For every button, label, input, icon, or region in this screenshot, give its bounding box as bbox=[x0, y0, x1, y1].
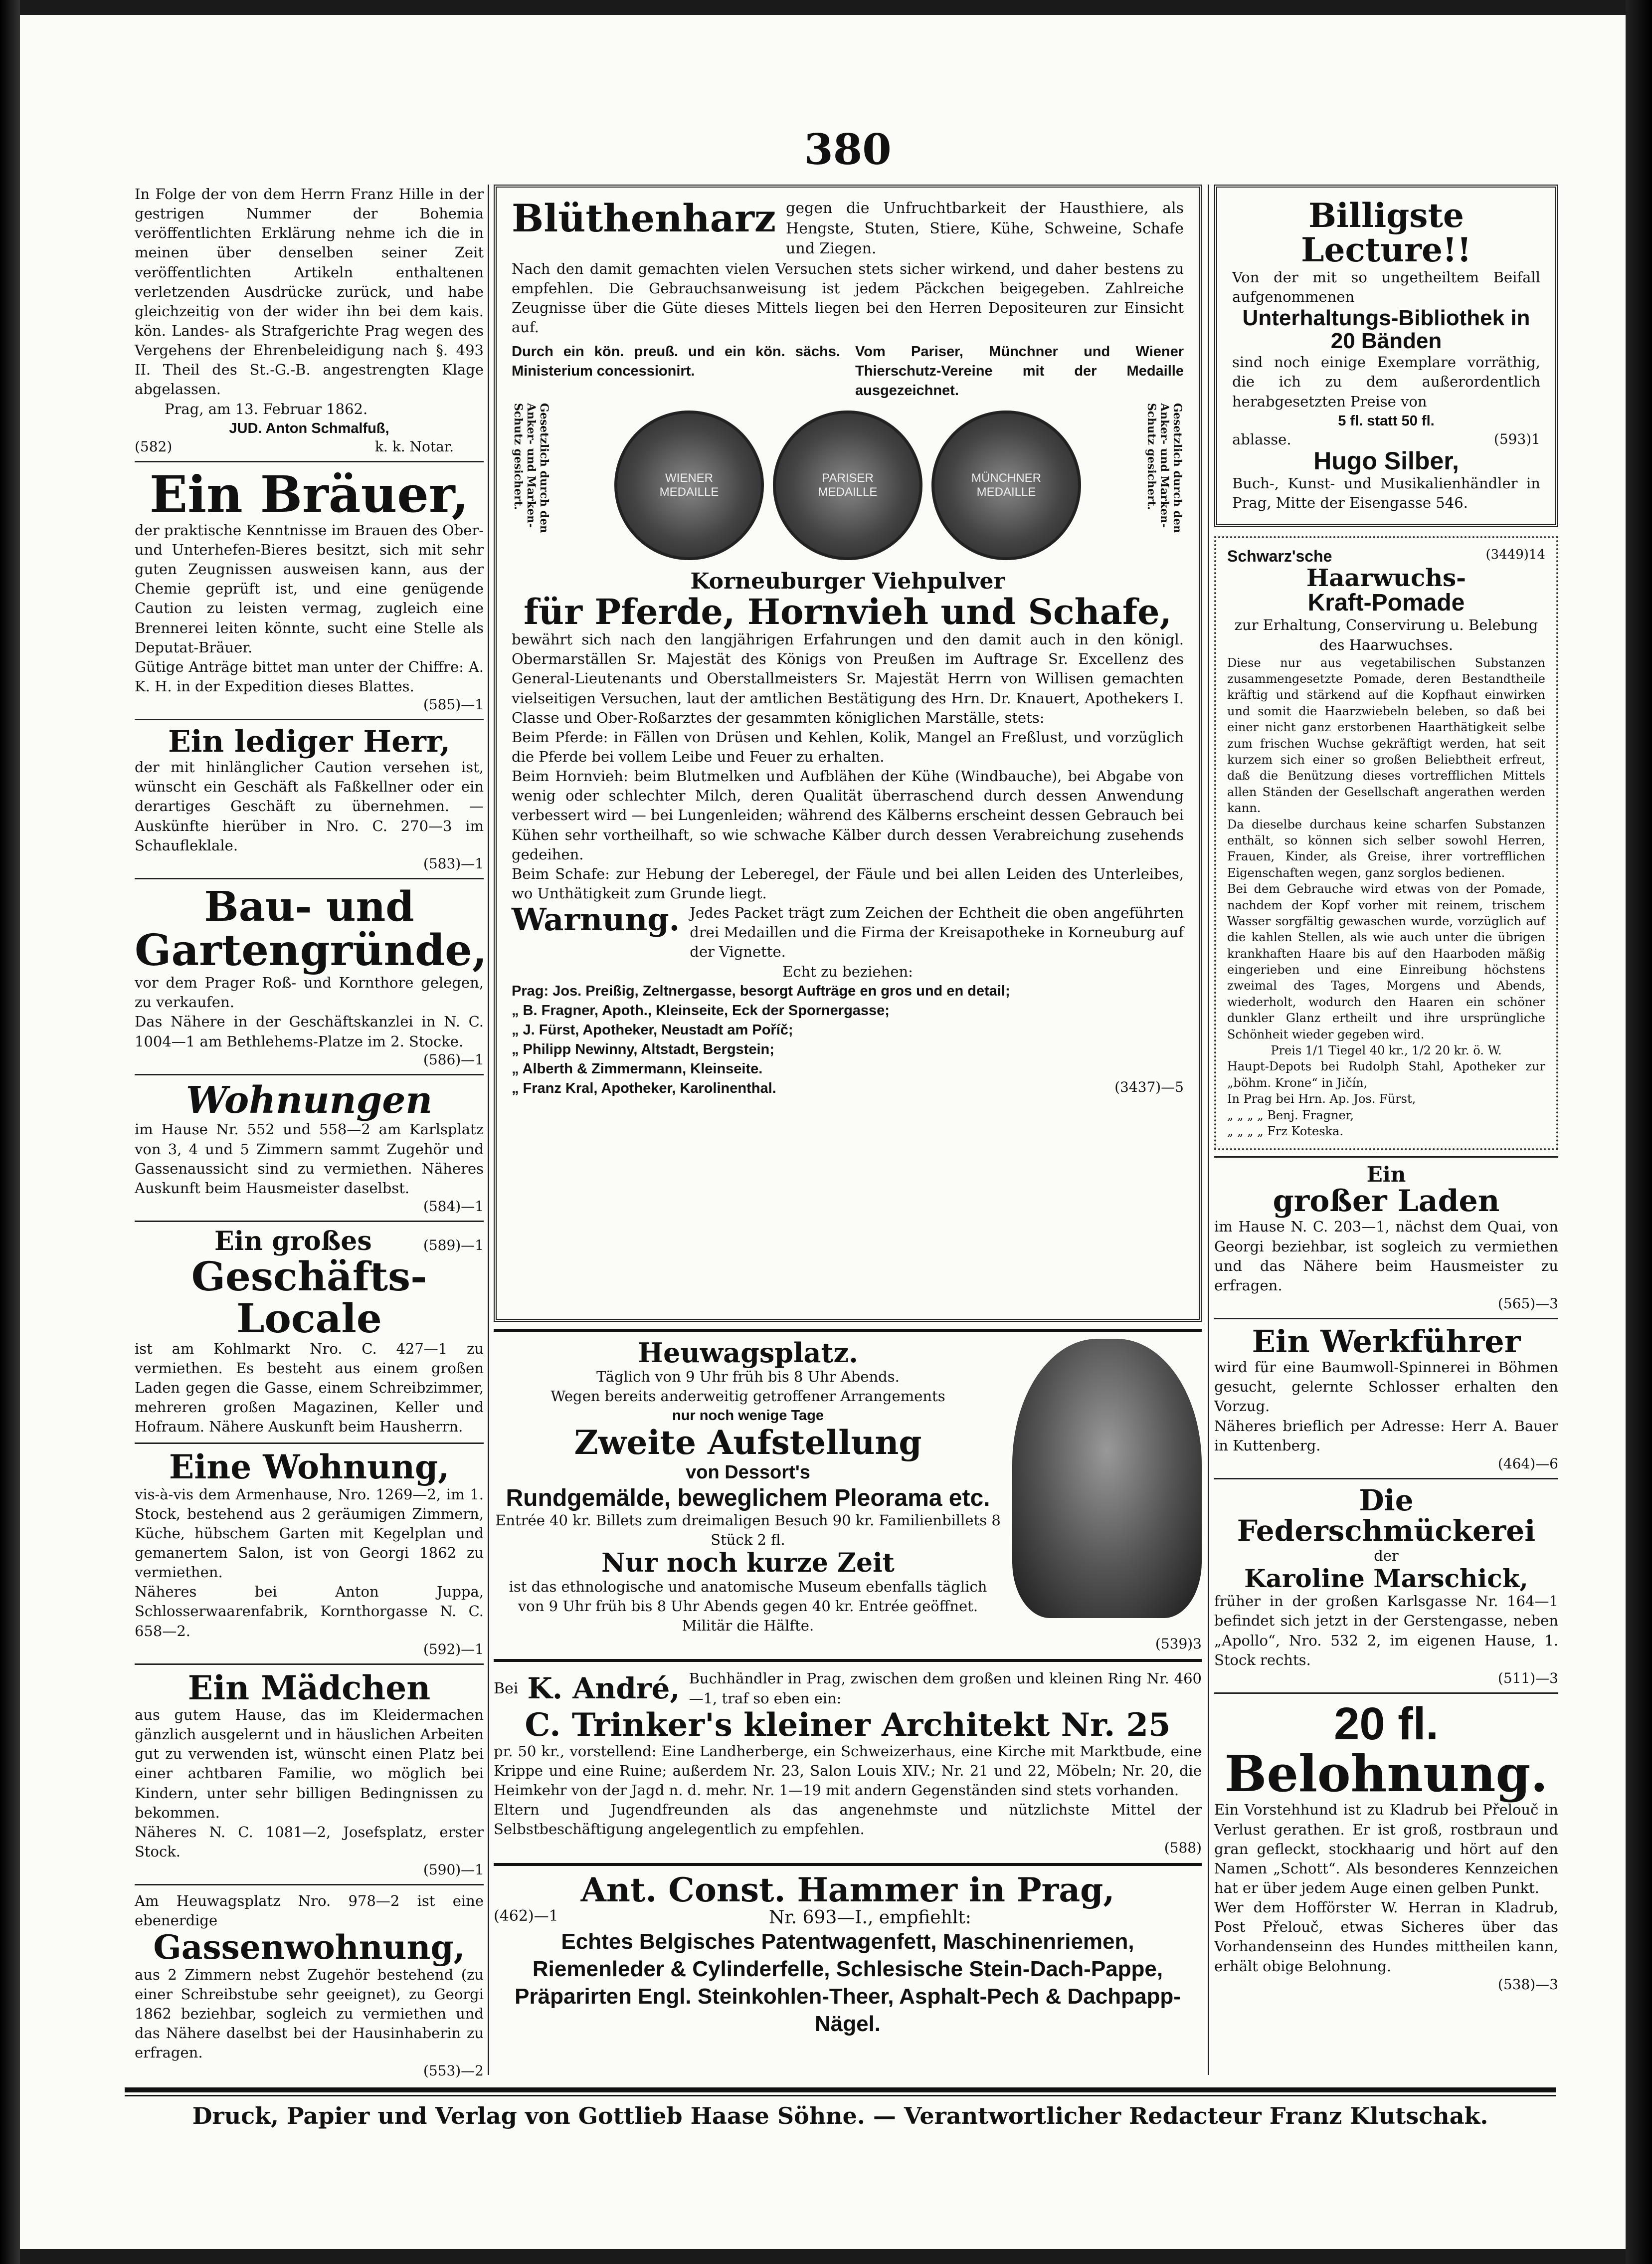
scan-edge-right bbox=[1626, 0, 1652, 2264]
scan-edge-left bbox=[0, 0, 20, 2264]
ad-ref: (592)—1 bbox=[423, 1641, 484, 1657]
ad-headline: Zweite Aufstellung bbox=[574, 1423, 922, 1462]
ad-text: Ein bbox=[1366, 1162, 1406, 1187]
ad-headline: Hugo Silber, bbox=[1313, 446, 1459, 475]
ad-text: In Folge der von dem Herrn Franz Hille in der gestrigen Nummer der Bohemia veröffentlichten Erklärung nehme ich die in meinen über denselben seiner Zeit veröffentlichten Artikeln enthaltenen verletzenden Ausdrücke zurück, und habe gleichzeitig von der wider ihn bei dem kais. kön. Landes- als Strafgerichte Prag wegen des Vergehens der Ehrenbeleidigung nach §. 493 II. Theil des St.-G.-B. angestrengten Klage abgelassen. bbox=[135, 186, 484, 398]
footer-rule bbox=[125, 2087, 1556, 2092]
column-rule-right bbox=[1208, 185, 1209, 2075]
divider bbox=[1214, 1478, 1558, 1479]
ad-text: Beim Hornvieh: beim Blutmelken und Aufblähen der Kühe (Windbauche), bei Abgabe von wenig oder schlechter Milch, deren Qualität überraschend durch dessen Anwendung verbessert wird — bei Lungenleiden; während des Kälberns erscheint dessen Gebrauch bei Kühen sehr vortheilhaft, so wie schwache Kälber durch dessen Verabreichung zusehends gedeihen. bbox=[512, 768, 1184, 863]
lady-portrait-illustration bbox=[1012, 1339, 1202, 1618]
ad-product-list: Echtes Belgisches Patentwagenfett, Maschinenriemen, Riemenleder & Cylinderfelle, Schlesische Stein-Dach-Pappe, Präparirten Engl. Steinkohlen-Theer, Asphalt-Pech & Dachpapp-Nägel. bbox=[515, 1929, 1181, 2036]
medal-paris: PARISER MEDAILLE bbox=[773, 411, 922, 560]
ad-headline: Karoline Marschick, bbox=[1244, 1563, 1528, 1593]
ad-date: Prag, am 13. Februar 1862. bbox=[165, 400, 368, 417]
ad-braeuer bbox=[135, 464, 484, 713]
ad-headline: Gartengründe, bbox=[135, 925, 487, 976]
ad-headline: großer Laden bbox=[1273, 1184, 1500, 1219]
medal-wien: WIENER MEDAILLE bbox=[614, 411, 764, 560]
ad-text: Buchhändler in Prag, zwischen dem großen und kleinen Ring Nr. 460—1, traf so eben ein: bbox=[689, 1670, 1202, 1707]
ad-text: bewährt sich nach den langjährigen Erfahrungen und den damit auch in den königl. Obermarställen Sr. Majestät des Königs von Preußen im Auftrage Sr. Excellenz des General-Lieutenants und Oberstallmeisters Sr. Majestät Herrn von Willisen gemachten vielseitigen Versuchen, laut der amtlichen Bestätigung des Hrn. Dr. Knauert, Apothekers I. Classe und Ober-Roßarztes der gesammten königlichen Marställe, stets: bbox=[512, 631, 1184, 726]
ad-ref: (553)—2 bbox=[423, 2062, 484, 2079]
ad-headline: Ein Bräuer, bbox=[149, 464, 469, 524]
dealer: In Prag bei Hrn. Ap. Jos. Fürst, bbox=[1227, 1092, 1416, 1106]
divider bbox=[494, 1329, 1202, 1332]
ad-text: Das Nähere in der Geschäftskanzlei in N. C. 1004—1 am Bethlehems-Platze im 2. Stocke. bbox=[135, 1013, 484, 1050]
ad-headline: Geschäfts-Locale bbox=[191, 1252, 427, 1342]
ad-ref: (3449)14 bbox=[1485, 547, 1545, 562]
ad-heuwagsplatz bbox=[494, 1339, 1202, 1652]
ad-ref: (511)—3 bbox=[1497, 1669, 1558, 1686]
ad-headline: Haarwuchs- bbox=[1306, 564, 1467, 592]
ad-werkfuehrer bbox=[1214, 1325, 1558, 1472]
ad-text: von Dessort's bbox=[686, 1462, 810, 1483]
ad-text: Bei dem Gebrauche wird etwas von der Pomade, nachdem der Kopf vorher mit reinem, trischem Wasser sorgfältig gewaschen wurde, vorzüglich auf die kahlen Stellen, als wie auch unter die übrigen krankhaften Haare bis auf den Haarboden mäßig eingerieben und eine Einreibung höchstens zweimal des Tages, Morgens und Abends, wiederholt, wodurch den Haaren ein schöner dunkler Glanz ertheilt und ihre ursprüngliche Schönheit wieder gegeben wird. bbox=[1227, 882, 1545, 1041]
dealer: „ J. Fürst, Apotheker, Neustadt am Poříč; bbox=[512, 1022, 793, 1038]
ad-headline: Billigste Lecture!! bbox=[1301, 196, 1471, 270]
ad-warning-headline: Warnung. bbox=[512, 901, 680, 938]
ad-ref: (583)—1 bbox=[423, 855, 484, 872]
ad-text: Gütige Anträge bittet man unter der Chiffre: A. K. H. in der Expedition dieses Blattes. bbox=[135, 658, 484, 695]
ad-subheadline: Korneuburger Viehpulver bbox=[690, 569, 1005, 595]
ad-text: Da dieselbe durchaus keine scharfen Substanzen enthält, so können sich selber sowohl Herren, Frauen, Kinder, als Greise, ihrer vortrefflichen Eigenschaften wegen, ganz sorglos bedienen. bbox=[1227, 817, 1545, 880]
ad-text: vor dem Prager Roß- und Kornthore gelegen, zu verkaufen. bbox=[135, 974, 484, 1011]
ad-text: der bbox=[1374, 1547, 1399, 1564]
ad-text: Nach den damit gemachten vielen Versuchen stets sicher wirkend, und daher bestens zu empfehlen. Die Gebrauchsanweisung ist jedem Päckchen beigegeben. Zahlreiche Zeugnisse über die Güte dieses Mittels liegen bei den Herren Depositeuren zur Einsicht auf. bbox=[512, 260, 1184, 336]
ad-text: Beim Schafe: zur Hebung der Leberegel, der Fäule und bei allen Leiden des Unterleibes, wo Unthätigkeit zum Grunde liegt. bbox=[512, 865, 1184, 902]
ad-text: Täglich von 9 Uhr früh bis 8 Uhr Abends. bbox=[596, 1368, 900, 1385]
side-note-left: Gesetzlich durch den Anker- und Marken-Schutz gesichert. bbox=[512, 403, 551, 534]
ad-gassenwohnung bbox=[135, 1891, 484, 2079]
ad-text: früher in der großen Karlsgasse Nr. 164—1 befindet sich jetzt in der Gerstengasse, neben „Apollo“, Nro. 532 2, im eigenen Hause, 1. Stock rechts. bbox=[1214, 1593, 1558, 1668]
ad-awards: Vom Pariser, Münchner und Wiener Thierschutz-Vereine mit der Medaille ausgezeichnet. bbox=[855, 344, 1184, 399]
ad-ref: (582) bbox=[135, 438, 173, 455]
ad-headline: Unterhaltungs-Bibliothek in 20 Bänden bbox=[1242, 305, 1530, 354]
ad-headline: für Pferde, Hornvieh und Schafe, bbox=[524, 591, 1172, 632]
ad-hammer bbox=[494, 1870, 1202, 2038]
ad-subhead: zur Erhaltung, Conservirung u. Belebung des Haarwuchses. bbox=[1234, 617, 1538, 653]
ad-headline: Ant. Const. Hammer in Prag, bbox=[580, 1870, 1115, 1909]
ad-ref: (586)—1 bbox=[423, 1051, 484, 1068]
ad-ref: (462)—1 bbox=[494, 1907, 558, 1925]
ad-ref: (584)—1 bbox=[423, 1198, 484, 1215]
column-rule-left bbox=[488, 185, 489, 2075]
ad-text: ist am Kohlmarkt Nro. C. 427—1 zu vermiethen. Es besteht aus einem großen Laden gegen die Gasse, einem Schreibzimmer, mehreren großen Magazinen, Keller und Hofraum. Nähere Auskunft beim Hausherrn. bbox=[135, 1340, 484, 1436]
ad-text: Eltern und Jugendfreunden als das angenehmste und nützlichste Mittel der Selbstbeschäftigung angelegentlich zu empfehlen. bbox=[494, 1801, 1202, 1838]
ad-headline: Heuwagsplatz. bbox=[638, 1339, 858, 1369]
ad-headline: 20 fl. bbox=[1334, 1698, 1439, 1749]
ad-price: 5 fl. statt 50 fl. bbox=[1338, 412, 1435, 429]
ad-text: pr. 50 kr., vorstellend: Eine Landherberge, ein Schweizerhaus, eine Kirche mit Marktbude, eine Krippe und eine Ruine; außerdem Nr. 23, Salon Louis XIV.; Nr. 21 und 22, Möbeln; Nr. 20, die Heimkehr von der Jagd n. d. mehr. Nr. 1—19 mit andern Gegenständen sind stets vorhanden. bbox=[494, 1742, 1202, 1799]
ad-headline: Bau- und bbox=[204, 882, 414, 931]
dealer: „ Philipp Newinny, Altstadt, Bergstein; bbox=[512, 1041, 774, 1058]
divider bbox=[135, 1442, 484, 1444]
ad-headline: Eine Wohnung, bbox=[169, 1447, 450, 1487]
divider bbox=[135, 1074, 484, 1075]
dealer: „ „ „ „ Frz Koteska. bbox=[1227, 1124, 1344, 1138]
ad-text: Schwarz'sche bbox=[1227, 547, 1332, 565]
ad-ref: (538)—3 bbox=[1497, 1976, 1558, 1993]
ad-haarwuchs-pomade bbox=[1214, 536, 1558, 1151]
ad-ref: (585)—1 bbox=[423, 696, 484, 713]
ad-text: der praktische Kenntnisse im Brauen des Ober- und Unterhefen-Bieres besitzt, sich mit sehr guten Zeugnissen ausweisen kann, aus der Chemie geprüft ist, und eine genügende Caution zu leisten vermag, zugleich eine Brennerei leiten könnte, sucht eine Stelle als Deputat-Bräuer. bbox=[135, 521, 484, 656]
divider bbox=[1214, 1692, 1558, 1694]
dealer: „ Franz Kral, Apotheker, Karolinenthal. bbox=[512, 1080, 776, 1097]
ad-text: der mit hinlänglicher Caution versehen ist, wünscht ein Geschäft als Faßkellner oder ein derartiges Geschäft zu übernehmen. — Auskünfte hierüber in Nro. C. 270—3 im Schaufleklale. bbox=[135, 759, 484, 854]
ad-text: Näheres N. C. 1081—2, Josefsplatz, erster Stock. bbox=[135, 1823, 484, 1860]
ad-headline: Gassenwohnung, bbox=[153, 1928, 465, 1967]
ad-text: Bei bbox=[494, 1680, 519, 1698]
ad-ref: (539)3 bbox=[1155, 1636, 1202, 1652]
side-note-right: Gesetzlich durch den Anker- und Marken-Schutz gesichert. bbox=[1145, 403, 1184, 534]
ad-text: Buch-, Kunst- und Musikalienhändler in Prag, Mitte der Eisengasse 546. bbox=[1232, 475, 1540, 512]
middle-column bbox=[494, 185, 1202, 2042]
ad-text: im Hause Nr. 552 und 558—2 am Karlsplatz von 3, 4 und 5 Zimmern sammt Zugehör und Gassenaussicht sind zu vermiethen. Näheres Auskunft beim Hausmeister daselbst. bbox=[135, 1121, 484, 1197]
ad-ref: (590)—1 bbox=[423, 1861, 484, 1878]
ad-headline: C. Trinker's kleiner Architekt Nr. 25 bbox=[525, 1706, 1171, 1744]
ad-headline: Belohnung. bbox=[1224, 1744, 1548, 1804]
ad-title: k. k. Notar. bbox=[374, 438, 454, 455]
ad-headline: Ein großes bbox=[214, 1226, 372, 1256]
ad-belohnung bbox=[1214, 1700, 1558, 1993]
ad-eine-wohnung bbox=[135, 1447, 484, 1657]
ad-ref: (3437)—5 bbox=[1114, 1079, 1184, 1096]
ad-billigste-lecture bbox=[1214, 185, 1558, 527]
ad-headline: Wohnungen bbox=[185, 1078, 433, 1122]
ad-headline: Rundgemälde, beweglichem Pleorama etc. bbox=[506, 1484, 990, 1511]
ad-text: Haupt-Depots bei Rudolph Stahl, Apotheker zur „böhm. Krone“ in Jičín, bbox=[1227, 1059, 1545, 1090]
ad-headline: Ein Mädchen bbox=[187, 1668, 431, 1707]
ad-text: Näheres bei Anton Juppa, Schlosserwaarenfabrik, Kornthorgasse N. C. 658—2. bbox=[135, 1583, 484, 1640]
divider bbox=[135, 719, 484, 720]
ad-text: Diese nur aus vegetabilischen Substanzen zusammengesetzte Pomade, deren Bestandtheile kräftig und stärkend auf die Kopfhaut einwirken und somit die Haarzwiebeln beleben, so daß bei einer nicht ganz erstorbenen Haarthätigkeit selbe zum frischen Wuchse gekräftigt werden, hat seit kurzem sich einer so großen Beliebtheit erfreut, daß die Benützung dieses vortrefflichen Mittels allen Ständen der Gesellschaft angerathen werden kann. bbox=[1227, 655, 1545, 816]
ad-concession: Durch ein kön. preuß. und ein kön. sächs. Ministerium concessionirt. bbox=[512, 344, 840, 380]
ad-text: Ein Vorstehhund ist zu Kladrub bei Přelouč in Verlust gerathen. Er ist groß, rostbraun und gran gefleckt, stockhaarig und hört auf den Namen „Schott“. Als besonderes Kennzeichen hat er über jedem Auge einen gelben Punkt. bbox=[1214, 1801, 1558, 1896]
imprint: Druck, Papier und Verlag von Gottlieb Haase Söhne. — Verantwortlicher Redacteur Franz Klutschak. bbox=[192, 2102, 1488, 2129]
dealer-prag: Prag: Jos. Preißig, Zeltnergasse, besorgt Aufträge en gros und en detail; bbox=[512, 983, 1010, 999]
ad-grosser-laden bbox=[1214, 1164, 1558, 1312]
ad-gartengruende bbox=[135, 882, 487, 1068]
ad-text: Entrée 40 kr. Billets zum dreimaligen Besuch 90 kr. Familienbillets 8 Stück 2 fl. bbox=[495, 1512, 1001, 1549]
ad-text: ist das ethnologische und anatomische Museum ebenfalls täglich von 9 Uhr früh bis 8 Uhr Abends gegen 40 kr. Entrée geöffnet. Militär die Hälfte. bbox=[509, 1578, 987, 1635]
divider bbox=[135, 1663, 484, 1665]
right-column bbox=[1214, 185, 1558, 1997]
ad-text: Am Heuwagsplatz Nro. 978—2 ist eine ebenerdige bbox=[135, 1892, 484, 1929]
medal-muenchen: MÜNCHNER MEDAILLE bbox=[931, 411, 1081, 560]
ad-text: aus gutem Hause, das im Kleidermachen gänzlich ausgelernt und in häuslichen Arbeiten gut zu verwenden ist, wünscht einen Platz bei einer achtbaren Familie, wo möglich bei Kindern, unter sehr billigen Bedingnissen zu bekommen. bbox=[135, 1706, 484, 1821]
ad-headline: Nur noch kurze Zeit bbox=[601, 1548, 895, 1579]
ad-andre bbox=[494, 1669, 1202, 1855]
ad-headline: K. André, bbox=[527, 1671, 680, 1706]
page-number: 380 bbox=[804, 125, 892, 174]
ad-geschaefts-locale bbox=[135, 1228, 484, 1437]
ad-wohnungen bbox=[135, 1078, 484, 1215]
ad-ref: (588) bbox=[1164, 1839, 1202, 1856]
ad-text: Wer dem Hofförster W. Herran in Kladrub, Post Přelouč, etwas Sicheres über das Vorhandenseinn des Hundes mittheilen kann, erhält obige Belohnung. bbox=[1214, 1899, 1558, 1975]
ad-signature: JUD. Anton Schmalfuß, bbox=[229, 420, 389, 436]
ad-headline: Ein lediger Herr, bbox=[168, 724, 450, 760]
ad-text: Beim Pferde: in Fällen von Drüsen und Kehlen, Kolik, Mangel an Freßlust, und vorzüglich die Pferde bei vollem Leibe und Feuer zu erhalten. bbox=[512, 728, 1184, 766]
ad-text: im Hause N. C. 203—1, nächst dem Quai, von Georgi beziehbar, ist sogleich zu vermiethen und das Nähere beim Hausmeister zu erfragen. bbox=[1214, 1218, 1558, 1294]
left-column bbox=[135, 185, 487, 2083]
divider bbox=[135, 1884, 484, 1885]
ad-headline: Blüthenharz bbox=[512, 196, 776, 240]
ad-subhead: gegen die Unfruchtbarkeit der Hausthiere, als Hengste, Stuten, Stiere, Kühe, Schweine, Schafe und Ziegen. bbox=[786, 200, 1184, 257]
divider bbox=[135, 461, 484, 462]
ad-text: ablasse. bbox=[1232, 430, 1291, 448]
ad-headline: Ein Werkführer bbox=[1252, 1323, 1521, 1360]
ad-price: Preis 1/1 Tiegel 40 kr., 1/2 20 kr. ö. W. bbox=[1271, 1043, 1502, 1058]
divider bbox=[135, 1221, 484, 1222]
dealer: „ Alberth & Zimmermann, Kleinseite. bbox=[512, 1061, 763, 1077]
medal-row bbox=[614, 411, 1081, 560]
ad-ref: (589)—1 bbox=[423, 1237, 484, 1253]
ad-lediger-herr bbox=[135, 726, 484, 872]
divider bbox=[1214, 1156, 1558, 1158]
dealer: „ „ „ „ Benj. Fragner, bbox=[1227, 1108, 1354, 1122]
ad-ref: (593)1 bbox=[1493, 430, 1540, 447]
ad-headline: Die Federschmückerei bbox=[1237, 1483, 1536, 1548]
ad-headline: Kraft-Pomade bbox=[1307, 589, 1465, 616]
divider bbox=[494, 1863, 1202, 1866]
divider bbox=[494, 1659, 1202, 1662]
divider bbox=[135, 878, 484, 879]
ad-address: Nr. 693—I., empfiehlt: bbox=[768, 1907, 971, 1928]
divider bbox=[1214, 1318, 1558, 1319]
dealer: „ B. Fragner, Apoth., Kleinseite, Eck der Spornergasse; bbox=[512, 1002, 890, 1019]
ad-text: vis-à-vis dem Armenhause, Nro. 1269—2, im 1. Stock, bestehend aus 2 geräumigen Zimmern, Küche, hübschem Garten mit Kegelplan und gemanertem Salon, ist von Georgi 1862 zu vermiethen. bbox=[135, 1485, 484, 1581]
ad-ref: (565)—3 bbox=[1497, 1295, 1558, 1312]
footer-rule-thin bbox=[125, 2095, 1556, 2096]
ad-text: sind noch einige Exemplare vorräthig, die ich zu dem außerordentlich herabgesetzten Preise von bbox=[1232, 354, 1540, 410]
ad-text: Von der mit so ungetheiltem Beifall aufgenommenen bbox=[1232, 268, 1540, 305]
ad-bluethenharz bbox=[494, 185, 1202, 1322]
ad-ref: (464)—6 bbox=[1497, 1455, 1558, 1472]
ad-schmalfuss bbox=[135, 185, 484, 455]
ad-federschmueckerei bbox=[1214, 1485, 1558, 1686]
ad-text: Näheres brieflich per Adresse: Herr A. Bauer in Kuttenberg. bbox=[1214, 1417, 1558, 1454]
ad-maedchen bbox=[135, 1668, 484, 1878]
ad-text: nur noch wenige Tage bbox=[672, 1407, 824, 1424]
ad-text: Echt zu beziehen: bbox=[782, 963, 913, 980]
ad-text: wird für eine Baumwoll-Spinnerei in Böhmen gesucht, gelernte Schlosser erhalten den Vorzug. bbox=[1214, 1359, 1558, 1415]
ad-text: Wegen bereits anderweitig getroffener Arrangements bbox=[551, 1387, 945, 1405]
ad-text: Jedes Packet trägt zum Zeichen der Echtheit die oben angeführten drei Medaillen und die Firma der Kreisapotheke in Korneuburg auf der Vignette. bbox=[690, 904, 1184, 961]
ad-text: aus 2 Zimmern nebst Zugehör bestehend (zu einer Schreibstube sehr geeignet), zu Georgi 1862 beziehbar, sogleich zu vermiethen und das Nähere daselbst bei der Hausinhaberin zu erfragen. bbox=[135, 1966, 484, 2061]
